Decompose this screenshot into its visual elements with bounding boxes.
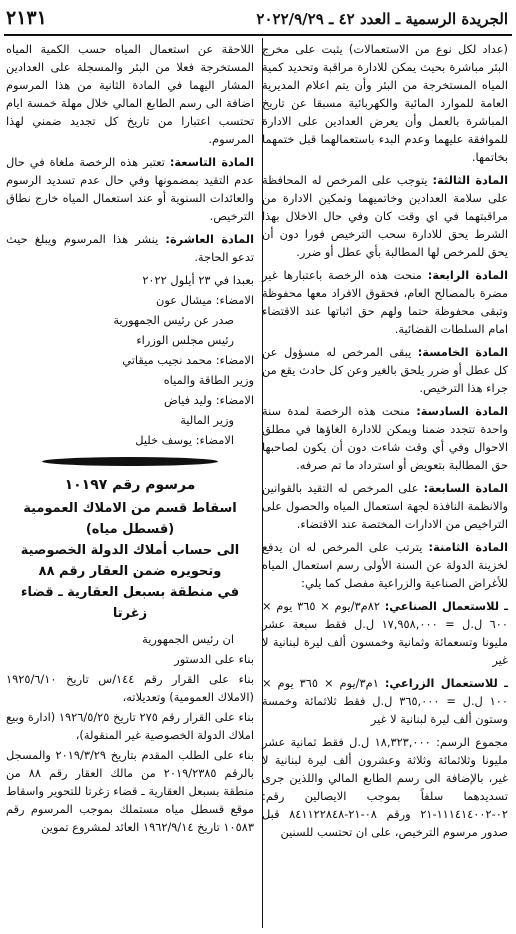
- signature-line: وزير الطاقة والمياه: [163, 373, 254, 387]
- page-header: [0, 2, 516, 36]
- article-8: المادة الثامنة: يترتب على المرخص له ان يدفع لخزينة الدولة عن السنة الأولى رسم استعمال المياه للأغراض الصناعية والزراعية مفصل كما يلي:: [262, 540, 508, 590]
- signature-energy-minister: الامضاء: وليد فياض: [163, 393, 254, 407]
- preamble-line: بناء على القرار رقم ١٤٤/س تاريخ ١٩٢٥/٦/١٠ (الاملاك العمومية) وتعديلاته،: [6, 672, 254, 704]
- signature-president: الامضاء: ميشال عون: [155, 293, 254, 307]
- preamble-line: ان رئيس الجمهورية: [142, 632, 234, 646]
- article-9: المادة التاسعة: تعتبر هذه الرخصة ملغاة في حال عدم التقيد بمضمونها وفي حال عدم تسديد الرسوم والعائدات السنوية أو عند استعمال المياه خارج نطاق الترخيص.: [6, 155, 254, 223]
- page-number: ٢١٣١: [6, 7, 47, 29]
- section-separator: [42, 457, 218, 466]
- signature-prime-minister: الامضاء: محمد نجيب ميقاتي: [122, 353, 254, 367]
- paragraph: (عداد لكل نوع من الاستعمالات) يثبت على مخرج البئر مباشرة بحيث يمكن للادارة مراقبة وتحديد كمية المياه المستخرجة من البئر وأن يتم اعلام المديرية العامة للموارد المائية والكهربائية مسبقا عن تاريخ المباشرة بالعمل وأن يعرض العدادين على الادارة للموافقة عليهما وعدم البدء باستعمالهما قبل ختمهما بخاتمها.: [262, 42, 508, 164]
- article-4: المادة الرابعة: منحت هذه الرخصة باعتبارها غير مضرة بالمصالح العام، فحقوق الافراد معها محفوظة وتبقى محفوظة حتما ولهم حق اثباتها عند الاقتضاء امام السلطات القضائية.: [262, 268, 508, 336]
- industrial-fee: ـ للاستعمال الصناعي: ٨٢م٣/يوم × ٣٦٥ يوم × ٦٠٠ ل.ل = ١٧,٩٥٨,٠٠٠ ل.ل فقط سبعة عشر مليونا وتسعمائة وثمانية وخمسون ألف ليرة لبنانية لا غير: [262, 599, 508, 667]
- decree-title: اسقاط قسم من الاملاك العمومية (قسطل مياه) الى حساب أملاك الدولة الخصوصية وتحويره ضمن العقار رقم ٨٨ في منطقة بسبعل العقارية ـ قضاء زغرتا: [20, 501, 240, 621]
- article-3: المادة الثالثة: يتوجب على المرخص له المحافظة على سلامة العدادين وخاتميهما وتمكين الادارة من مراقبتهما في اي وقت كان وفي حال الاخلال بهذا الشرط يحق للادارة سحب الترخيص فورا دون أن يحق للمرخص لها المطالبة بأي عطل أو ضرر.: [262, 173, 508, 259]
- article-7: المادة السابعة: على المرخص له التقيد بالقوانين والانظمة النافذة لجهة استعمال المياه والحصول على التراخيص من الادارات المختصة عند الاقتضاء.: [262, 481, 508, 531]
- signature-date: بعبدا في ٢٣ أيلول ٢٠٢٢: [142, 273, 254, 287]
- paragraph: اللاحقة عن استعمال المياه حسب الكمية المياه المستخرجة فعلا من البئر والمسجلة على العدادين المشار اليهما في المادة الثانية من هذا المرسوم اضافة الى رسم الطابع المالي خلال مهلة خمسة ايام تحتسب اعتبارا من تاريخ كل تجديد ضمني لهذا المرسوم.: [6, 42, 254, 146]
- preamble-line: بناء على الطلب المقدم بتاريخ ٢٠١٩/٣/٢٩ والمسجل بالرقم ٢٠١٩/٢٣٨٥ من مالك العقار رقم ٨٨ من منطقة بسبعل العقارية ـ قضاء زغرتا للتحوير واسقاط موقع قسطل مياه مستملك بموجب المرسوم رقم ١٠٥٨٣ تاريخ ١٩٦٢/٩/١٤ العائد لمشروع تموين: [6, 748, 254, 834]
- signature-line: رئيس مجلس الوزراء: [136, 333, 234, 347]
- left-column: [6, 40, 254, 838]
- gazette-issue-title: الجريدة الرسمية ـ العدد ٤٢ ـ ٢٠٢٢/٩/٢٩: [256, 10, 508, 28]
- article-5: المادة الخامسة: يبقى المرخص له مسؤول عن كل عطل أو ضرر يلحق بالغير وعن كل حادث يقع من جراء هذا الترخيص.: [262, 345, 508, 395]
- header-rule: [4, 34, 512, 36]
- article-10: المادة العاشرة: ينشر هذا المرسوم ويبلغ حيث تدعو الحاجة.: [6, 232, 254, 264]
- right-column: [262, 40, 508, 846]
- signature-line: صدر عن رئيس الجمهورية: [113, 313, 234, 327]
- signature-finance-minister: الامضاء: يوسف خليل: [135, 433, 234, 447]
- preamble-line: بناء على الدستور: [174, 652, 254, 666]
- signature-line: وزير المالية: [180, 413, 234, 427]
- decree-number: مرسوم رقم ١٠١٩٧: [64, 477, 196, 493]
- preamble-line: بناء على القرار رقم ٢٧٥ تاريخ ١٩٢٦/٥/٢٥ (ادارة وبيع املاك الدولة الخصوصية غير المنقولة)،: [6, 710, 254, 742]
- total-fee: مجموع الرسم: ١٨,٣٢٣,٠٠٠ ل.ل فقط ثمانية عشر مليونا وثلاثمائة وثلاثة وعشرون ألف ليرة لبنانية لا غير، بالإضافة الى رسم الطابع المالي واللذين جرى تسديدهما سلفاً بموجب الايصالين رقم: ٠٢-١١١٤١٤٠٠٢-٢١ ورقم ٠٨-٢١-٨٤١١٢٢٨٤٨ قبل صدور مرسوم الترخيص، على ان تحتسب للسنين: [262, 735, 508, 839]
- article-6: المادة السادسة: منحت هذه الرخصة لمدة سنة واحدة تتجدد ضمنا ويمكن للادارة الغاؤها في مطلق الاحوال وفي أي وقت شاءت دون أن يكون لصاحبها حق المطالبة بتعويض أو استرداد ما تم صرفه.: [262, 404, 508, 472]
- agricultural-fee: ـ للاستعمال الزراعي: ١م٣/يوم × ٣٦٥ يوم × ١٠٠ ل.ل = ٣٦٥,٠٠٠ ل.ل فقط ثلاثمائة وخمسة وستون ألف ليرة لبنانية لا غير: [262, 676, 508, 726]
